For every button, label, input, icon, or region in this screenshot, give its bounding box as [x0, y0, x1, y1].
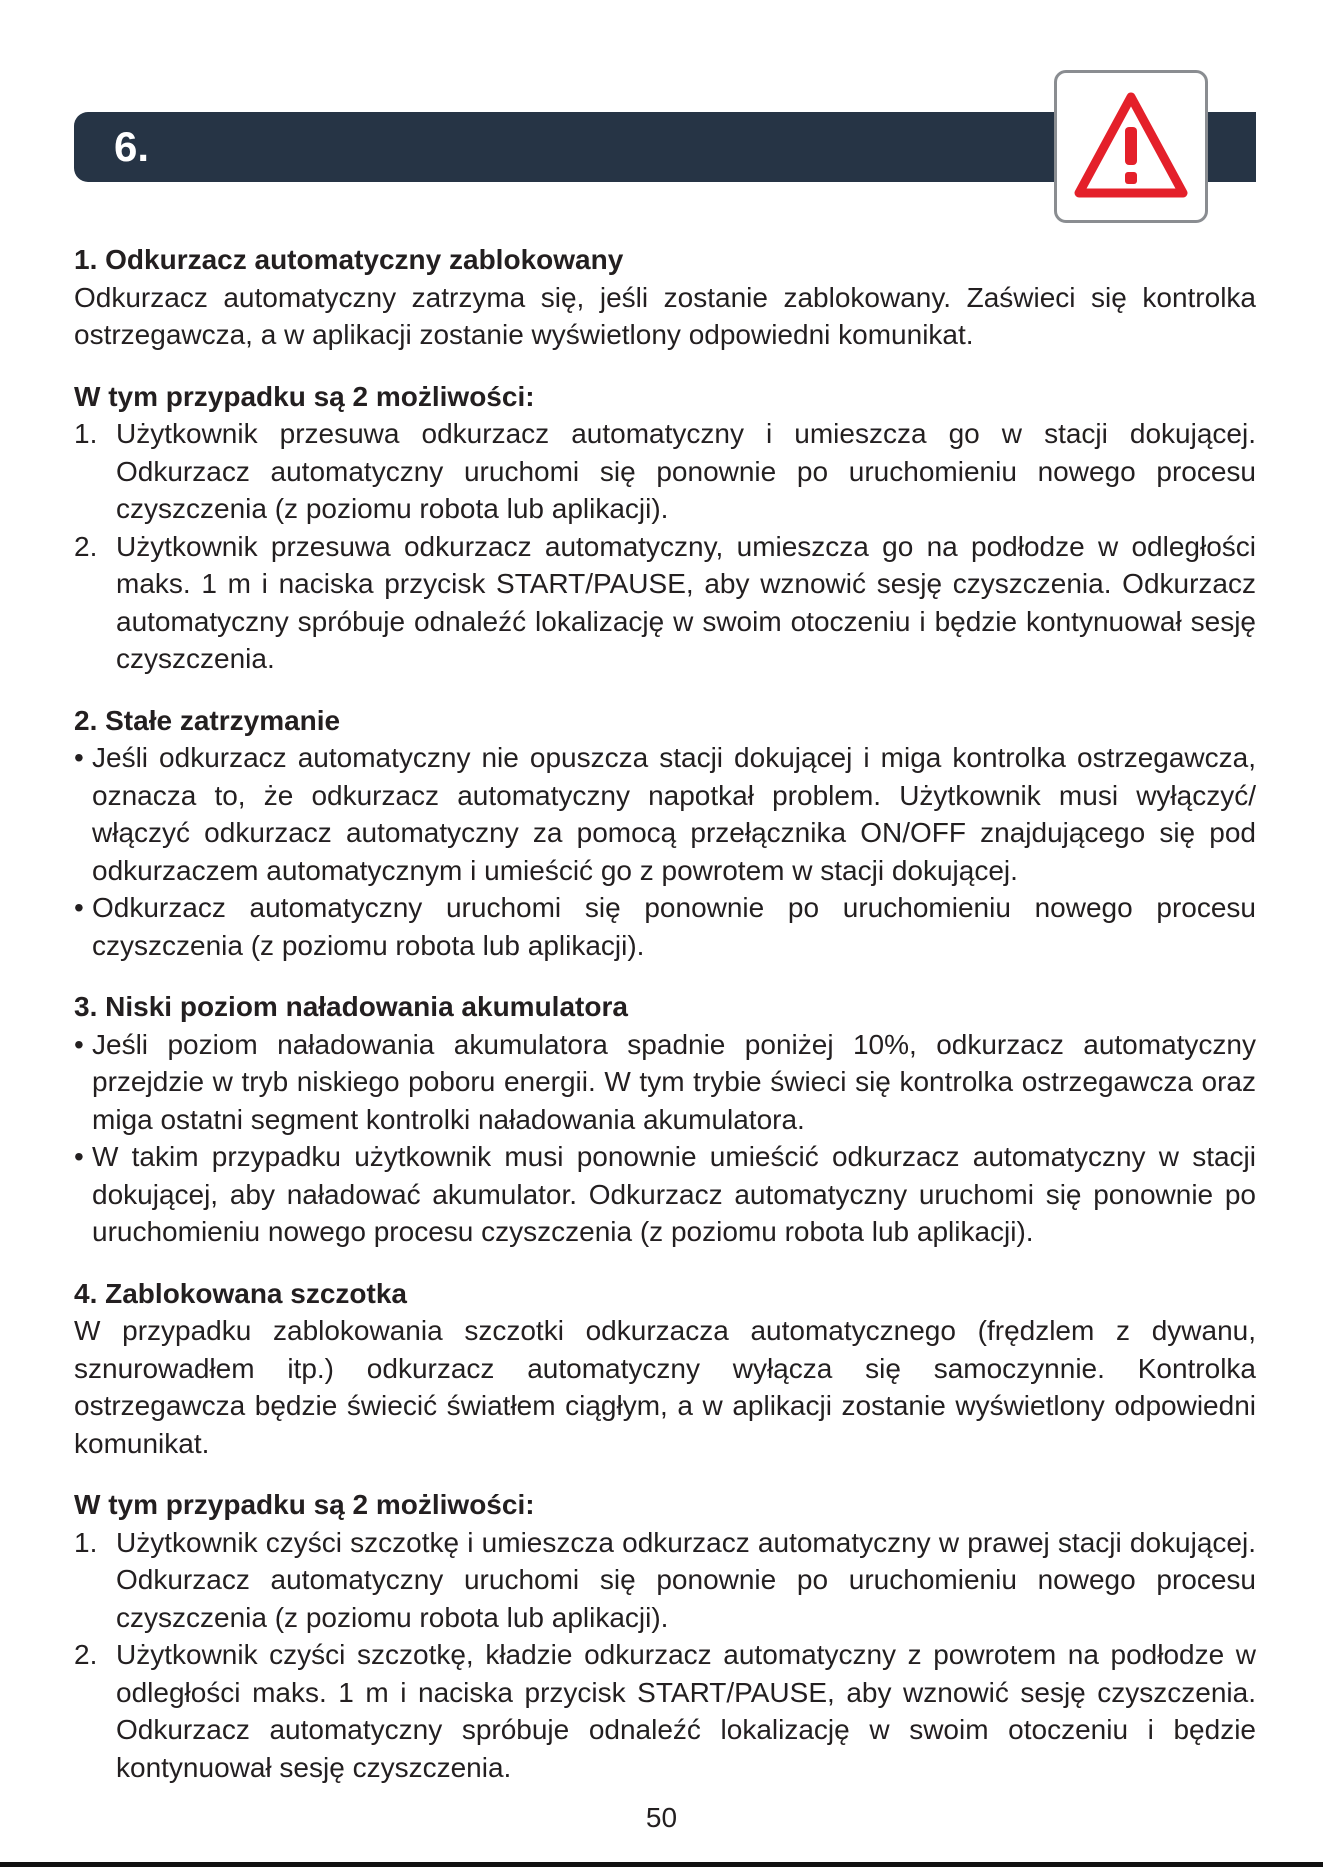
list-item: [74, 739, 1256, 889]
list-item: [74, 415, 1256, 528]
section-paragraph: W przypadku zablokowania szczotki odkurzacza automatycznego (frędzlem z dywanu, sznurowadłem itp.) odkurzacz automatyczny wyłącza się samoczynnie. Kontrolka ostrzegawcza będzie świecić światłem ciągłym, a w aplikacji zostanie wyświetlony odpowiedni komunikat.: [74, 1315, 1256, 1459]
section-low-battery: [74, 988, 1256, 1251]
list-marker: •: [74, 1028, 84, 1060]
list-item: [74, 1524, 1256, 1637]
list-item-text: Użytkownik przesuwa odkurzacz automatyczny i umieszcza go w stacji dokującej. Odkurzacz automatyczny uruchomi się ponownie po uruchomieniu nowego procesu czyszczenia (z poziomu robota lub aplikacji).: [116, 418, 1256, 524]
list-item-text: W takim przypadku użytkownik musi ponownie umieścić odkurzacz automatyczny w stacji dokującej, aby naładować akumulator. Odkurzacz automatyczny uruchomi się ponownie po uruchomieniu nowego procesu czyszczenia (z poziomu robota lub aplikacji).: [92, 1141, 1256, 1247]
numbered-list: [74, 415, 1256, 678]
section-number: 6.: [114, 123, 150, 170]
list-marker: 1.: [74, 418, 98, 449]
sub-heading: W tym przypadku są 2 możliwości:: [74, 380, 535, 412]
list-item: [74, 1026, 1256, 1139]
bottom-rule: [0, 1862, 1323, 1867]
list-marker: •: [74, 742, 84, 773]
list-marker: 2.: [74, 1639, 98, 1670]
section-heading: 2. Stałe zatrzymanie: [74, 704, 341, 736]
bullet-list: [74, 739, 1256, 964]
list-item: [74, 528, 1256, 678]
section-heading: 4. Zablokowana szczotka: [74, 1277, 407, 1309]
section-blocked-brush: [74, 1275, 1256, 1787]
warning-box: [1054, 70, 1208, 223]
list-marker: •: [74, 1141, 84, 1172]
section-paragraph: Odkurzacz automatyczny zatrzyma się, jeśli zostanie zablokowany. Zaświeci się kontrolka ostrzegawcza, a w aplikacji zostanie wyświetlony odpowiedni komunikat.: [74, 281, 1256, 350]
page-number: 50: [645, 1802, 678, 1833]
section-permanent-stop: [74, 702, 1256, 965]
list-item-text: Użytkownik przesuwa odkurzacz automatyczny, umieszcza go na podłodze w odległości maks. 1 m i naciska przycisk START/PAUSE, aby wznowić sesję czyszczenia. Odkurzacz automatyczny spróbuje odnaleźć lokalizację w swoim otoczeniu i będzie kontynuował sesję czyszczenia.: [116, 530, 1256, 674]
sub-heading: W tym przypadku są 2 możliwości:: [74, 1489, 535, 1520]
list-marker: 2.: [74, 530, 98, 562]
list-item-text: Jeśli odkurzacz automatyczny nie opuszcza stacji dokującej i miga kontrolka ostrzegawcza, oznacza to, że odkurzacz automatyczny napotkał problem. Użytkownik musi wyłączyć/ włączyć odkurzacz automatyczny za pomocą przełącznika ON/OFF znajdującego się pod odkurzaczem automatycznym i umieścić go z powrotem w stacji dokującej.: [92, 742, 1256, 886]
numbered-list: [74, 1524, 1256, 1787]
list-item-text: Jeśli poziom naładowania akumulatora spadnie poniżej 10%, odkurzacz automatyczny przejdzie w tryb niskiego poboru energii. W tym trybie świeci się kontrolka ostrzegawcza oraz miga ostatni segment kontrolki naładowania akumulatora.: [92, 1028, 1256, 1135]
list-item-text: Odkurzacz automatyczny uruchomi się ponownie po uruchomieniu nowego procesu czyszczenia (z poziomu robota lub aplikacji).: [92, 892, 1256, 961]
bullet-list: [74, 1026, 1256, 1251]
list-item-text: Użytkownik czyści szczotkę, kładzie odkurzacz automatyczny z powrotem na podłodze w odległości maks. 1 m i naciska przycisk START/PAUSE, aby wznowić sesję czyszczenia. Odkurzacz automatyczny spróbuje odnaleźć lokalizację w swoim otoczeniu i będzie kontynuował sesję czyszczenia.: [116, 1639, 1256, 1783]
main-content: [74, 241, 1256, 1810]
list-item: [74, 1636, 1256, 1786]
list-item: [74, 1138, 1256, 1251]
list-marker: 1.: [74, 1526, 98, 1558]
list-marker: •: [74, 892, 84, 923]
section-blocked: [74, 241, 1256, 678]
list-item: [74, 889, 1256, 964]
section-heading: 1. Odkurzacz automatyczny zablokowany: [74, 244, 624, 275]
section-heading: 3. Niski poziom naładowania akumulatora: [74, 991, 628, 1022]
list-item-text: Użytkownik czyści szczotkę i umieszcza odkurzacz automatyczny w prawej stacji dokującej. Odkurzacz automatyczny uruchomi się ponownie po uruchomieniu nowego procesu czyszczenia (z poziomu robota lub aplikacji).: [116, 1526, 1256, 1633]
